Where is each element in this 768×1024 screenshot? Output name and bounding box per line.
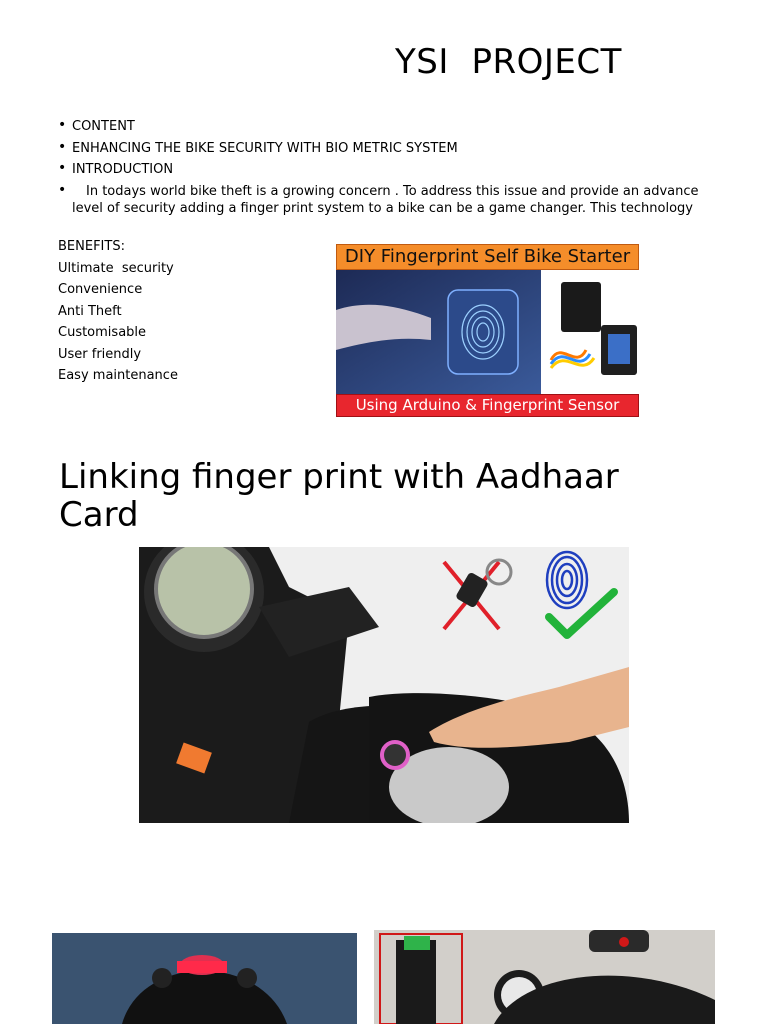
bullet-intro-paragraph xyxy=(58,183,718,219)
diy-fingerprint-image xyxy=(336,244,639,417)
bike-fingerprint-sensor-photo xyxy=(374,930,715,1024)
fingerprint-pad xyxy=(448,290,518,374)
section-heading: Linking finger print with Aadhaar Card xyxy=(59,457,619,535)
benefit-item: Customisable xyxy=(58,325,147,340)
bike-photo-illustration xyxy=(139,547,629,823)
sensor-module xyxy=(561,282,601,332)
diy-top-caption: DIY Fingerprint Self Bike Starter xyxy=(336,244,639,270)
page-title: YSI PROJECT xyxy=(395,42,622,82)
benefits-heading: BENEFITS: xyxy=(58,239,125,254)
bullet-introduction: • INTRODUCTION xyxy=(58,161,718,178)
fingerprint-scanner-illustration xyxy=(336,270,639,394)
benefit-item: Anti Theft xyxy=(58,303,122,319)
sensor-mount-illustration xyxy=(374,930,715,1024)
bike-dashboard-photo xyxy=(52,933,357,1024)
benefit-item: Easy maintenance xyxy=(58,368,178,383)
benefits-list xyxy=(58,236,178,387)
bullet-enhancing: • ENHANCING THE BIKE SECURITY WITH BIO METRIC SYSTEM xyxy=(58,140,718,157)
intro-text: In todays world bike theft is a growing concern . To address this issue and provide an advance level of security adding a finger print system to a bike can be a game changer. This technology xyxy=(72,183,699,216)
content-bullet-list xyxy=(58,118,718,223)
bike-fingerprint-photo xyxy=(139,547,629,823)
benefit-item: User friendly xyxy=(58,346,142,362)
diy-bottom-caption: Using Arduino & Fingerprint Sensor xyxy=(336,394,639,417)
benefit-item: Ultimate security xyxy=(58,260,174,276)
bike-dashboard-illustration xyxy=(52,933,357,1024)
benefit-item: Convenience xyxy=(58,282,143,297)
bullet-content: • CONTENT xyxy=(58,118,718,135)
fingerprint-button xyxy=(382,742,408,768)
diy-photo-area xyxy=(336,270,639,394)
